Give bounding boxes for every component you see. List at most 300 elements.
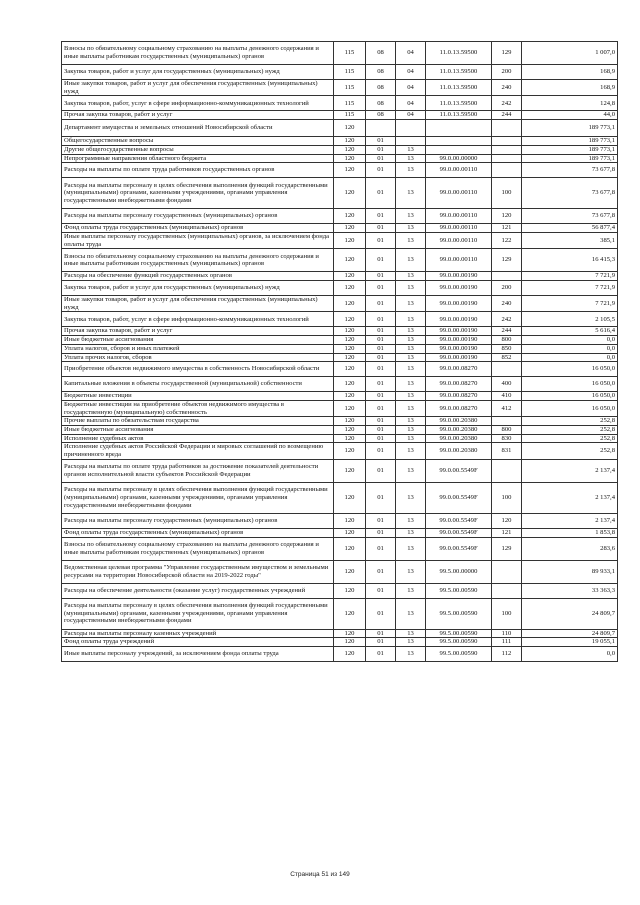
cell-ved: 115 [334, 65, 366, 80]
cell-sum: 2 137,4 [522, 482, 618, 513]
cell-ved: 120 [334, 327, 366, 336]
cell-csr: 99.0.00.5549F [426, 513, 492, 528]
cell-csr: 99.0.00.00190 [426, 327, 492, 336]
cell-rz: 01 [366, 560, 396, 583]
cell-name: Расходы на обеспечение функций государственных органов [62, 272, 334, 281]
cell-rz: 01 [366, 638, 396, 647]
cell-rz: 01 [366, 281, 396, 296]
cell-pr: 13 [396, 646, 426, 661]
cell-rz: 01 [366, 232, 396, 248]
table-row [62, 145, 618, 154]
cell-rz: 01 [366, 353, 396, 362]
cell-csr: 99.0.00.00190 [426, 296, 492, 312]
cell-rz: 01 [366, 400, 396, 416]
table-row [62, 120, 618, 137]
cell-name: Закупка товаров, работ и услуг для государственных (муниципальных) нужд [62, 281, 334, 296]
table-row [62, 362, 618, 377]
budget-table-body [62, 42, 618, 662]
cell-ved: 120 [334, 296, 366, 312]
cell-ved: 120 [334, 443, 366, 459]
cell-rz: 01 [366, 336, 396, 345]
cell-vr: 412 [492, 400, 522, 416]
cell-rz: 01 [366, 482, 396, 513]
cell-pr: 13 [396, 377, 426, 392]
table-row [62, 513, 618, 528]
cell-ved: 120 [334, 232, 366, 248]
cell-vr: 100 [492, 598, 522, 629]
cell-ved: 120 [334, 426, 366, 435]
cell-pr: 13 [396, 296, 426, 312]
cell-vr [492, 417, 522, 426]
cell-rz: 01 [366, 344, 396, 353]
cell-name: Иные выплаты персоналу государственных (муниципальных) органов, за исключением фонда оплаты труда [62, 232, 334, 248]
cell-csr: 99.0.00.00110 [426, 163, 492, 178]
cell-csr: 99.5.00.00590 [426, 638, 492, 647]
cell-name: Закупка товаров, работ, услуг в сфере информационно-коммуникационных технологий [62, 96, 334, 111]
cell-name: Исполнение судебных актов [62, 434, 334, 443]
cell-csr: 99.0.00.00190 [426, 272, 492, 281]
table-row [62, 111, 618, 120]
cell-vr: 129 [492, 249, 522, 272]
cell-name: Расходы на выплаты персоналу в целях обеспечения выполнения функций государственными (муниципальными) органами, казенными учреждениями, органами управления государственными внебюджетными фондами [62, 482, 334, 513]
cell-vr: 850 [492, 344, 522, 353]
cell-ved: 115 [334, 42, 366, 65]
cell-sum: 24 809,7 [522, 598, 618, 629]
cell-ved: 120 [334, 646, 366, 661]
cell-pr: 13 [396, 560, 426, 583]
cell-vr: 120 [492, 209, 522, 224]
cell-ved: 120 [334, 353, 366, 362]
cell-csr: 99.0.00.08270 [426, 362, 492, 377]
table-row [62, 281, 618, 296]
table-row [62, 163, 618, 178]
cell-vr: 111 [492, 638, 522, 647]
cell-pr: 13 [396, 353, 426, 362]
cell-csr: 99.0.00.00000 [426, 154, 492, 163]
cell-rz: 01 [366, 362, 396, 377]
cell-sum: 73 677,8 [522, 178, 618, 209]
cell-ved: 120 [334, 598, 366, 629]
cell-rz: 01 [366, 426, 396, 435]
cell-name: Департамент имущества и земельных отношений Новосибирской области [62, 120, 334, 137]
cell-ved: 120 [334, 434, 366, 443]
cell-ved: 120 [334, 224, 366, 233]
cell-vr [492, 583, 522, 598]
cell-rz: 08 [366, 42, 396, 65]
cell-pr: 13 [396, 459, 426, 482]
cell-rz: 01 [366, 296, 396, 312]
cell-name: Другие общегосударственные вопросы [62, 145, 334, 154]
cell-csr: 99.5.00.00590 [426, 598, 492, 629]
cell-ved: 120 [334, 482, 366, 513]
cell-pr: 13 [396, 400, 426, 416]
cell-sum: 44,0 [522, 111, 618, 120]
table-row [62, 426, 618, 435]
table-row [62, 629, 618, 638]
cell-pr: 13 [396, 154, 426, 163]
table-row [62, 638, 618, 647]
cell-sum: 252,8 [522, 434, 618, 443]
table-row [62, 312, 618, 327]
cell-sum: 189 773,1 [522, 137, 618, 146]
cell-csr: 99.0.00.00110 [426, 178, 492, 209]
cell-name: Ведомственная целевая программа "Управление государственным имуществом и земельными ресурсами на территории Новосибирской области на 2019-2022 годы" [62, 560, 334, 583]
cell-sum: 16 050,0 [522, 392, 618, 401]
cell-rz: 01 [366, 434, 396, 443]
cell-csr: 99.0.00.08270 [426, 377, 492, 392]
cell-csr: 99.0.00.5549F [426, 528, 492, 537]
cell-csr [426, 145, 492, 154]
cell-csr [426, 120, 492, 137]
cell-csr [426, 137, 492, 146]
cell-pr: 13 [396, 513, 426, 528]
cell-name: Расходы на выплаты персоналу казенных учреждений [62, 629, 334, 638]
table-row [62, 400, 618, 416]
cell-sum: 16 415,3 [522, 249, 618, 272]
cell-rz: 08 [366, 80, 396, 96]
cell-vr: 122 [492, 232, 522, 248]
cell-pr: 13 [396, 528, 426, 537]
table-row [62, 224, 618, 233]
cell-rz [366, 120, 396, 137]
cell-ved: 120 [334, 344, 366, 353]
cell-ved: 120 [334, 163, 366, 178]
cell-name: Фонд оплаты труда учреждений [62, 638, 334, 647]
table-row [62, 353, 618, 362]
cell-ved: 120 [334, 377, 366, 392]
cell-vr: 100 [492, 482, 522, 513]
cell-vr: 831 [492, 443, 522, 459]
cell-sum: 2 137,4 [522, 459, 618, 482]
cell-rz: 01 [366, 528, 396, 537]
cell-ved: 120 [334, 137, 366, 146]
cell-sum: 7 721,9 [522, 281, 618, 296]
table-row [62, 80, 618, 96]
cell-sum: 56 877,4 [522, 224, 618, 233]
cell-ved: 120 [334, 249, 366, 272]
table-row [62, 528, 618, 537]
cell-pr: 13 [396, 629, 426, 638]
cell-ved: 120 [334, 513, 366, 528]
cell-rz: 01 [366, 583, 396, 598]
cell-ved: 120 [334, 392, 366, 401]
cell-rz: 01 [366, 272, 396, 281]
cell-ved: 115 [334, 111, 366, 120]
cell-csr: 99.0.00.20380 [426, 417, 492, 426]
cell-csr: 99.5.00.00590 [426, 646, 492, 661]
cell-csr: 11.0.13.59500 [426, 111, 492, 120]
cell-name: Иные закупки товаров, работ и услуг для обеспечения государственных (муниципальных) нужд [62, 296, 334, 312]
cell-vr [492, 459, 522, 482]
table-row [62, 417, 618, 426]
cell-csr: 99.0.00.00110 [426, 232, 492, 248]
cell-pr [396, 120, 426, 137]
cell-vr: 200 [492, 281, 522, 296]
cell-vr: 852 [492, 353, 522, 362]
cell-name: Фонд оплаты труда государственных (муниципальных) органов [62, 528, 334, 537]
budget-table [61, 41, 618, 662]
cell-csr: 11.0.13.59500 [426, 80, 492, 96]
cell-name: Капитальные вложения в объекты государственной (муниципальной) собственности [62, 377, 334, 392]
cell-csr: 11.0.13.59500 [426, 42, 492, 65]
cell-ved: 120 [334, 145, 366, 154]
cell-sum: 283,6 [522, 537, 618, 560]
cell-name: Взносы по обязательному социальному страхованию на выплаты денежного содержания и иные выплаты работникам государственных (муниципальных) органов [62, 537, 334, 560]
table-row [62, 137, 618, 146]
cell-sum: 73 677,8 [522, 209, 618, 224]
table-row [62, 42, 618, 65]
cell-name: Бюджетные инвестиции на приобретение объектов недвижимого имущества в государственную (муниципальную) собственность [62, 400, 334, 416]
cell-csr: 99.5.00.00590 [426, 629, 492, 638]
cell-sum: 89 933,1 [522, 560, 618, 583]
cell-sum: 124,8 [522, 96, 618, 111]
cell-sum: 16 050,0 [522, 377, 618, 392]
cell-sum: 2 105,5 [522, 312, 618, 327]
cell-rz: 01 [366, 137, 396, 146]
cell-name: Общегосударственные вопросы [62, 137, 334, 146]
cell-sum: 16 050,0 [522, 400, 618, 416]
cell-csr: 99.0.00.08270 [426, 392, 492, 401]
cell-csr: 11.0.13.59500 [426, 65, 492, 80]
cell-pr: 13 [396, 638, 426, 647]
cell-name: Исполнение судебных актов Российской Федерации и мировых соглашений по возмещению причиненного вреда [62, 443, 334, 459]
cell-name: Расходы на выплаты персоналу в целях обеспечения выполнения функций государственными (муниципальными) органами, казенными учреждениями, органами управления государственными внебюджетными фондами [62, 598, 334, 629]
cell-vr [492, 163, 522, 178]
cell-sum: 168,9 [522, 65, 618, 80]
cell-vr: 400 [492, 377, 522, 392]
cell-rz: 01 [366, 513, 396, 528]
cell-ved: 120 [334, 583, 366, 598]
cell-vr: 244 [492, 111, 522, 120]
cell-vr [492, 272, 522, 281]
cell-name: Взносы по обязательному социальному страхованию на выплаты денежного содержания и иные выплаты работникам государственных (муниципальных) органов [62, 42, 334, 65]
table-row [62, 377, 618, 392]
cell-sum: 189 773,1 [522, 145, 618, 154]
cell-pr: 13 [396, 417, 426, 426]
cell-vr: 242 [492, 312, 522, 327]
cell-name: Фонд оплаты труда государственных (муниципальных) органов [62, 224, 334, 233]
cell-vr: 244 [492, 327, 522, 336]
cell-vr: 800 [492, 336, 522, 345]
table-row [62, 443, 618, 459]
cell-name: Расходы на выплаты по оплате труда работников за достижение показателей деятельности органов исполнительной власти субъектов Российской Федерации [62, 459, 334, 482]
cell-pr: 13 [396, 434, 426, 443]
cell-csr: 99.0.00.20380 [426, 434, 492, 443]
cell-vr: 410 [492, 392, 522, 401]
table-row [62, 336, 618, 345]
cell-pr: 04 [396, 65, 426, 80]
cell-pr: 13 [396, 537, 426, 560]
cell-rz: 01 [366, 154, 396, 163]
table-row [62, 327, 618, 336]
cell-csr: 99.0.00.08270 [426, 400, 492, 416]
cell-vr [492, 145, 522, 154]
cell-rz: 01 [366, 646, 396, 661]
table-row [62, 272, 618, 281]
cell-rz: 01 [366, 178, 396, 209]
cell-vr: 110 [492, 629, 522, 638]
cell-pr: 13 [396, 344, 426, 353]
cell-rz: 01 [366, 459, 396, 482]
table-row [62, 560, 618, 583]
cell-ved: 120 [334, 362, 366, 377]
cell-sum: 7 721,9 [522, 272, 618, 281]
cell-vr: 121 [492, 224, 522, 233]
table-row [62, 178, 618, 209]
cell-rz: 01 [366, 249, 396, 272]
cell-name: Прочие выплаты по обязательствам государства [62, 417, 334, 426]
cell-ved: 120 [334, 528, 366, 537]
cell-pr: 13 [396, 281, 426, 296]
table-row [62, 232, 618, 248]
cell-sum: 7 721,9 [522, 296, 618, 312]
table-row [62, 583, 618, 598]
cell-rz: 01 [366, 224, 396, 233]
cell-pr: 13 [396, 178, 426, 209]
cell-ved: 120 [334, 629, 366, 638]
cell-sum: 5 616,4 [522, 327, 618, 336]
cell-pr: 13 [396, 362, 426, 377]
cell-rz: 01 [366, 163, 396, 178]
cell-csr: 99.0.00.00190 [426, 344, 492, 353]
cell-ved: 120 [334, 209, 366, 224]
cell-pr: 13 [396, 443, 426, 459]
cell-vr: 129 [492, 537, 522, 560]
cell-vr [492, 137, 522, 146]
cell-name: Уплата прочих налогов, сборов [62, 353, 334, 362]
cell-pr: 04 [396, 111, 426, 120]
cell-sum: 19 055,1 [522, 638, 618, 647]
cell-name: Иные бюджетные ассигнования [62, 426, 334, 435]
cell-ved: 120 [334, 560, 366, 583]
cell-name: Расходы на обеспечение деятельности (оказание услуг) государственных учреждений [62, 583, 334, 598]
cell-ved: 120 [334, 400, 366, 416]
cell-sum: 252,8 [522, 443, 618, 459]
cell-pr: 13 [396, 426, 426, 435]
cell-sum: 2 137,4 [522, 513, 618, 528]
cell-sum: 0,0 [522, 336, 618, 345]
cell-sum: 168,9 [522, 80, 618, 96]
cell-vr: 112 [492, 646, 522, 661]
cell-pr: 13 [396, 392, 426, 401]
cell-rz: 01 [366, 443, 396, 459]
cell-vr: 129 [492, 42, 522, 65]
table-row [62, 154, 618, 163]
table-row [62, 459, 618, 482]
cell-csr: 99.0.00.00190 [426, 281, 492, 296]
cell-sum: 73 677,8 [522, 163, 618, 178]
cell-pr: 13 [396, 312, 426, 327]
cell-pr: 13 [396, 224, 426, 233]
cell-rz: 01 [366, 209, 396, 224]
cell-name: Иные закупки товаров, работ и услуг для обеспечения государственных (муниципальных) нужд [62, 80, 334, 96]
cell-name: Иные выплаты персоналу учреждений, за исключением фонда оплаты труда [62, 646, 334, 661]
cell-rz: 01 [366, 377, 396, 392]
cell-sum: 385,1 [522, 232, 618, 248]
cell-vr [492, 560, 522, 583]
cell-vr [492, 362, 522, 377]
cell-rz: 01 [366, 145, 396, 154]
cell-sum: 24 809,7 [522, 629, 618, 638]
cell-sum: 0,0 [522, 646, 618, 661]
cell-pr: 13 [396, 583, 426, 598]
cell-csr: 99.0.00.20380 [426, 443, 492, 459]
cell-name: Расходы на выплаты персоналу государственных (муниципальных) органов [62, 513, 334, 528]
cell-csr: 99.5.00.00000 [426, 560, 492, 583]
cell-rz: 01 [366, 392, 396, 401]
cell-name: Иные бюджетные ассигнования [62, 336, 334, 345]
cell-rz: 01 [366, 417, 396, 426]
cell-vr: 830 [492, 434, 522, 443]
table-row [62, 344, 618, 353]
cell-csr: 99.0.00.20380 [426, 426, 492, 435]
cell-vr [492, 120, 522, 137]
cell-vr: 240 [492, 80, 522, 96]
cell-ved: 115 [334, 96, 366, 111]
table-row [62, 392, 618, 401]
cell-name: Расходы на выплаты по оплате труда работников государственных органов [62, 163, 334, 178]
cell-vr: 121 [492, 528, 522, 537]
cell-sum: 0,0 [522, 344, 618, 353]
cell-rz: 08 [366, 111, 396, 120]
table-row [62, 646, 618, 661]
cell-pr: 13 [396, 209, 426, 224]
table-row [62, 249, 618, 272]
cell-name: Бюджетные инвестиции [62, 392, 334, 401]
cell-pr: 04 [396, 42, 426, 65]
table-row [62, 65, 618, 80]
cell-csr: 99.0.00.00190 [426, 336, 492, 345]
cell-name: Непрограммные направления областного бюджета [62, 154, 334, 163]
cell-sum: 1 007,0 [522, 42, 618, 65]
cell-rz: 01 [366, 327, 396, 336]
cell-pr: 04 [396, 80, 426, 96]
cell-csr: 99.0.00.00110 [426, 249, 492, 272]
table-row [62, 537, 618, 560]
cell-sum: 252,8 [522, 417, 618, 426]
cell-name: Приобретение объектов недвижимого имущества в собственность Новосибирской области [62, 362, 334, 377]
cell-vr: 800 [492, 426, 522, 435]
cell-ved: 120 [334, 154, 366, 163]
cell-pr: 13 [396, 598, 426, 629]
cell-pr: 13 [396, 336, 426, 345]
cell-csr: 99.0.00.5549F [426, 537, 492, 560]
page-number-footer: Страница 51 из 149 [290, 871, 350, 878]
cell-pr: 13 [396, 327, 426, 336]
cell-sum: 1 853,8 [522, 528, 618, 537]
table-row [62, 434, 618, 443]
cell-name: Прочая закупка товаров, работ и услуг [62, 327, 334, 336]
cell-ved: 120 [334, 178, 366, 209]
cell-ved: 115 [334, 80, 366, 96]
cell-csr: 99.0.00.00190 [426, 353, 492, 362]
cell-vr: 100 [492, 178, 522, 209]
cell-rz: 01 [366, 598, 396, 629]
cell-name: Расходы на выплаты персоналу государственных (муниципальных) органов [62, 209, 334, 224]
cell-name: Взносы по обязательному социальному страхованию на выплаты денежного содержания и иные выплаты работникам государственных (муниципальных) органов [62, 249, 334, 272]
cell-ved: 120 [334, 120, 366, 137]
cell-rz: 01 [366, 537, 396, 560]
cell-csr: 99.0.00.00110 [426, 209, 492, 224]
cell-rz: 08 [366, 65, 396, 80]
cell-ved: 120 [334, 281, 366, 296]
cell-rz: 08 [366, 96, 396, 111]
cell-ved: 120 [334, 638, 366, 647]
cell-pr: 13 [396, 145, 426, 154]
cell-ved: 120 [334, 312, 366, 327]
cell-pr: 13 [396, 232, 426, 248]
cell-ved: 120 [334, 459, 366, 482]
